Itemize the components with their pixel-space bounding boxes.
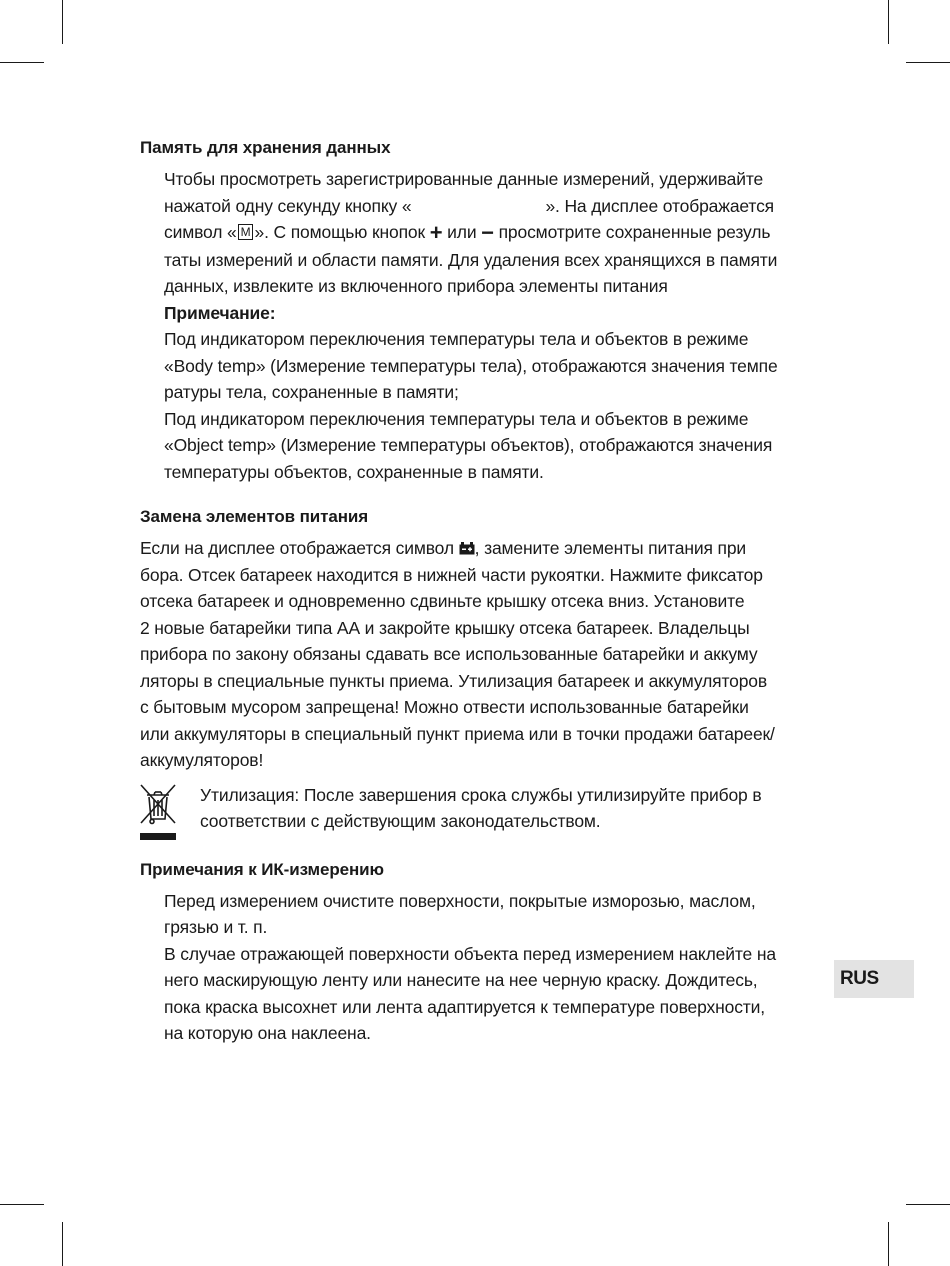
- text-line: данных, извлеките из включенного прибора элементы питания: [164, 276, 668, 296]
- text-line: нажатой одну секунду кнопку « ». На дисплее отображается: [164, 195, 775, 216]
- text-line: «Body temp» (Измерение температуры тела), отображаются значения темпе: [164, 355, 778, 376]
- page-content: [140, 136, 820, 1047]
- text-line: Если на дисплее отображается символ , замените элементы питания при: [140, 538, 747, 558]
- battery-section: [140, 505, 820, 844]
- text-line: грязью и т. п.: [164, 917, 268, 937]
- disposal-text: [200, 782, 762, 844]
- memory-section: [140, 136, 820, 485]
- text-line: ляторы в специальные пункты приема. Утилизация батареек и аккумуляторов: [140, 670, 768, 691]
- note-label: Примечание:: [164, 302, 276, 323]
- text-line: В случае отражающей поверхности объекта перед измерением наклейте на: [164, 943, 776, 964]
- ir-heading: Примечания к ИК-измерению: [140, 859, 384, 879]
- text-line: 2 новые батарейки типа АА и закройте крышку отсека батареек. Владельцы: [140, 617, 750, 638]
- crop-mark: [62, 0, 63, 44]
- memory-icon: M: [238, 224, 254, 240]
- text-line: бора. Отсек батареек находится в нижней части рукоятки. Нажмите фиксатор: [140, 564, 763, 585]
- language-label: RUS: [840, 968, 879, 989]
- text-line: отсека батареек и одновременно сдвиньте крышку отсека вниз. Установите: [140, 591, 745, 611]
- text-line: таты измерений и области памяти. Для удаления всех хранящихся в памяти: [164, 249, 778, 270]
- crop-mark: [888, 1222, 889, 1266]
- text-line: на которую она наклеена.: [164, 1023, 371, 1043]
- plus-icon: +: [429, 220, 443, 245]
- crop-mark: [0, 62, 44, 63]
- text-line: символ « M ». С помощью кнопок + или − просмотрите сохраненные резуль: [164, 220, 771, 245]
- text-line: температуры объектов, сохраненные в памяти.: [164, 461, 544, 482]
- crossed-bin-icon: [138, 782, 178, 844]
- crop-mark: [0, 1204, 44, 1205]
- text-line: Чтобы просмотреть зарегистрированные данные измерений, удерживайте: [164, 169, 764, 189]
- battery-low-icon: [459, 542, 475, 555]
- language-tab: [834, 960, 914, 998]
- text-line: ратуры тела, сохраненные в памяти;: [164, 382, 459, 402]
- text-line: него маскирующую ленту или нанесите на нее черную краску. Дождитесь,: [164, 970, 758, 990]
- text-line: с бытовым мусором запрещена! Можно отвести использованные батарейки: [140, 697, 749, 717]
- text-line: «Object temp» (Измерение температуры объектов), отображаются значения: [164, 435, 773, 455]
- minus-icon: −: [481, 220, 494, 245]
- memory-heading: Память для хранения данных: [140, 138, 391, 157]
- text-line: прибора по закону обязаны сдавать все использованные батарейки и аккуму: [140, 644, 758, 664]
- text-line: Под индикатором переключения температуры тела и объектов в режиме: [164, 329, 749, 349]
- battery-heading: Замена элементов питания: [140, 507, 369, 526]
- crop-mark: [906, 1204, 950, 1205]
- text-line: Под индикатором переключения температуры тела и объектов в режиме: [164, 408, 749, 429]
- ir-body: [140, 888, 820, 1047]
- crop-mark: [62, 1222, 63, 1266]
- crop-mark: [906, 62, 950, 63]
- crop-mark: [888, 0, 889, 44]
- disposal-note: [140, 782, 820, 844]
- text-line: или аккумуляторы в специальный пункт приема или в точки продажи батареек/: [140, 723, 775, 744]
- text-line: Перед измерением очистите поверхности, покрытые изморозью, маслом,: [164, 890, 756, 911]
- text-line: соответствии с действующим законодательством.: [200, 811, 601, 831]
- text-line: аккумуляторов!: [140, 750, 264, 770]
- text-line: пока краска высохнет или лента адаптируется к температуре поверхности,: [164, 996, 766, 1017]
- text-line: Утилизация: После завершения срока службы утилизируйте прибор в: [200, 784, 762, 805]
- memory-body: [140, 166, 820, 485]
- ir-section: [140, 858, 820, 1047]
